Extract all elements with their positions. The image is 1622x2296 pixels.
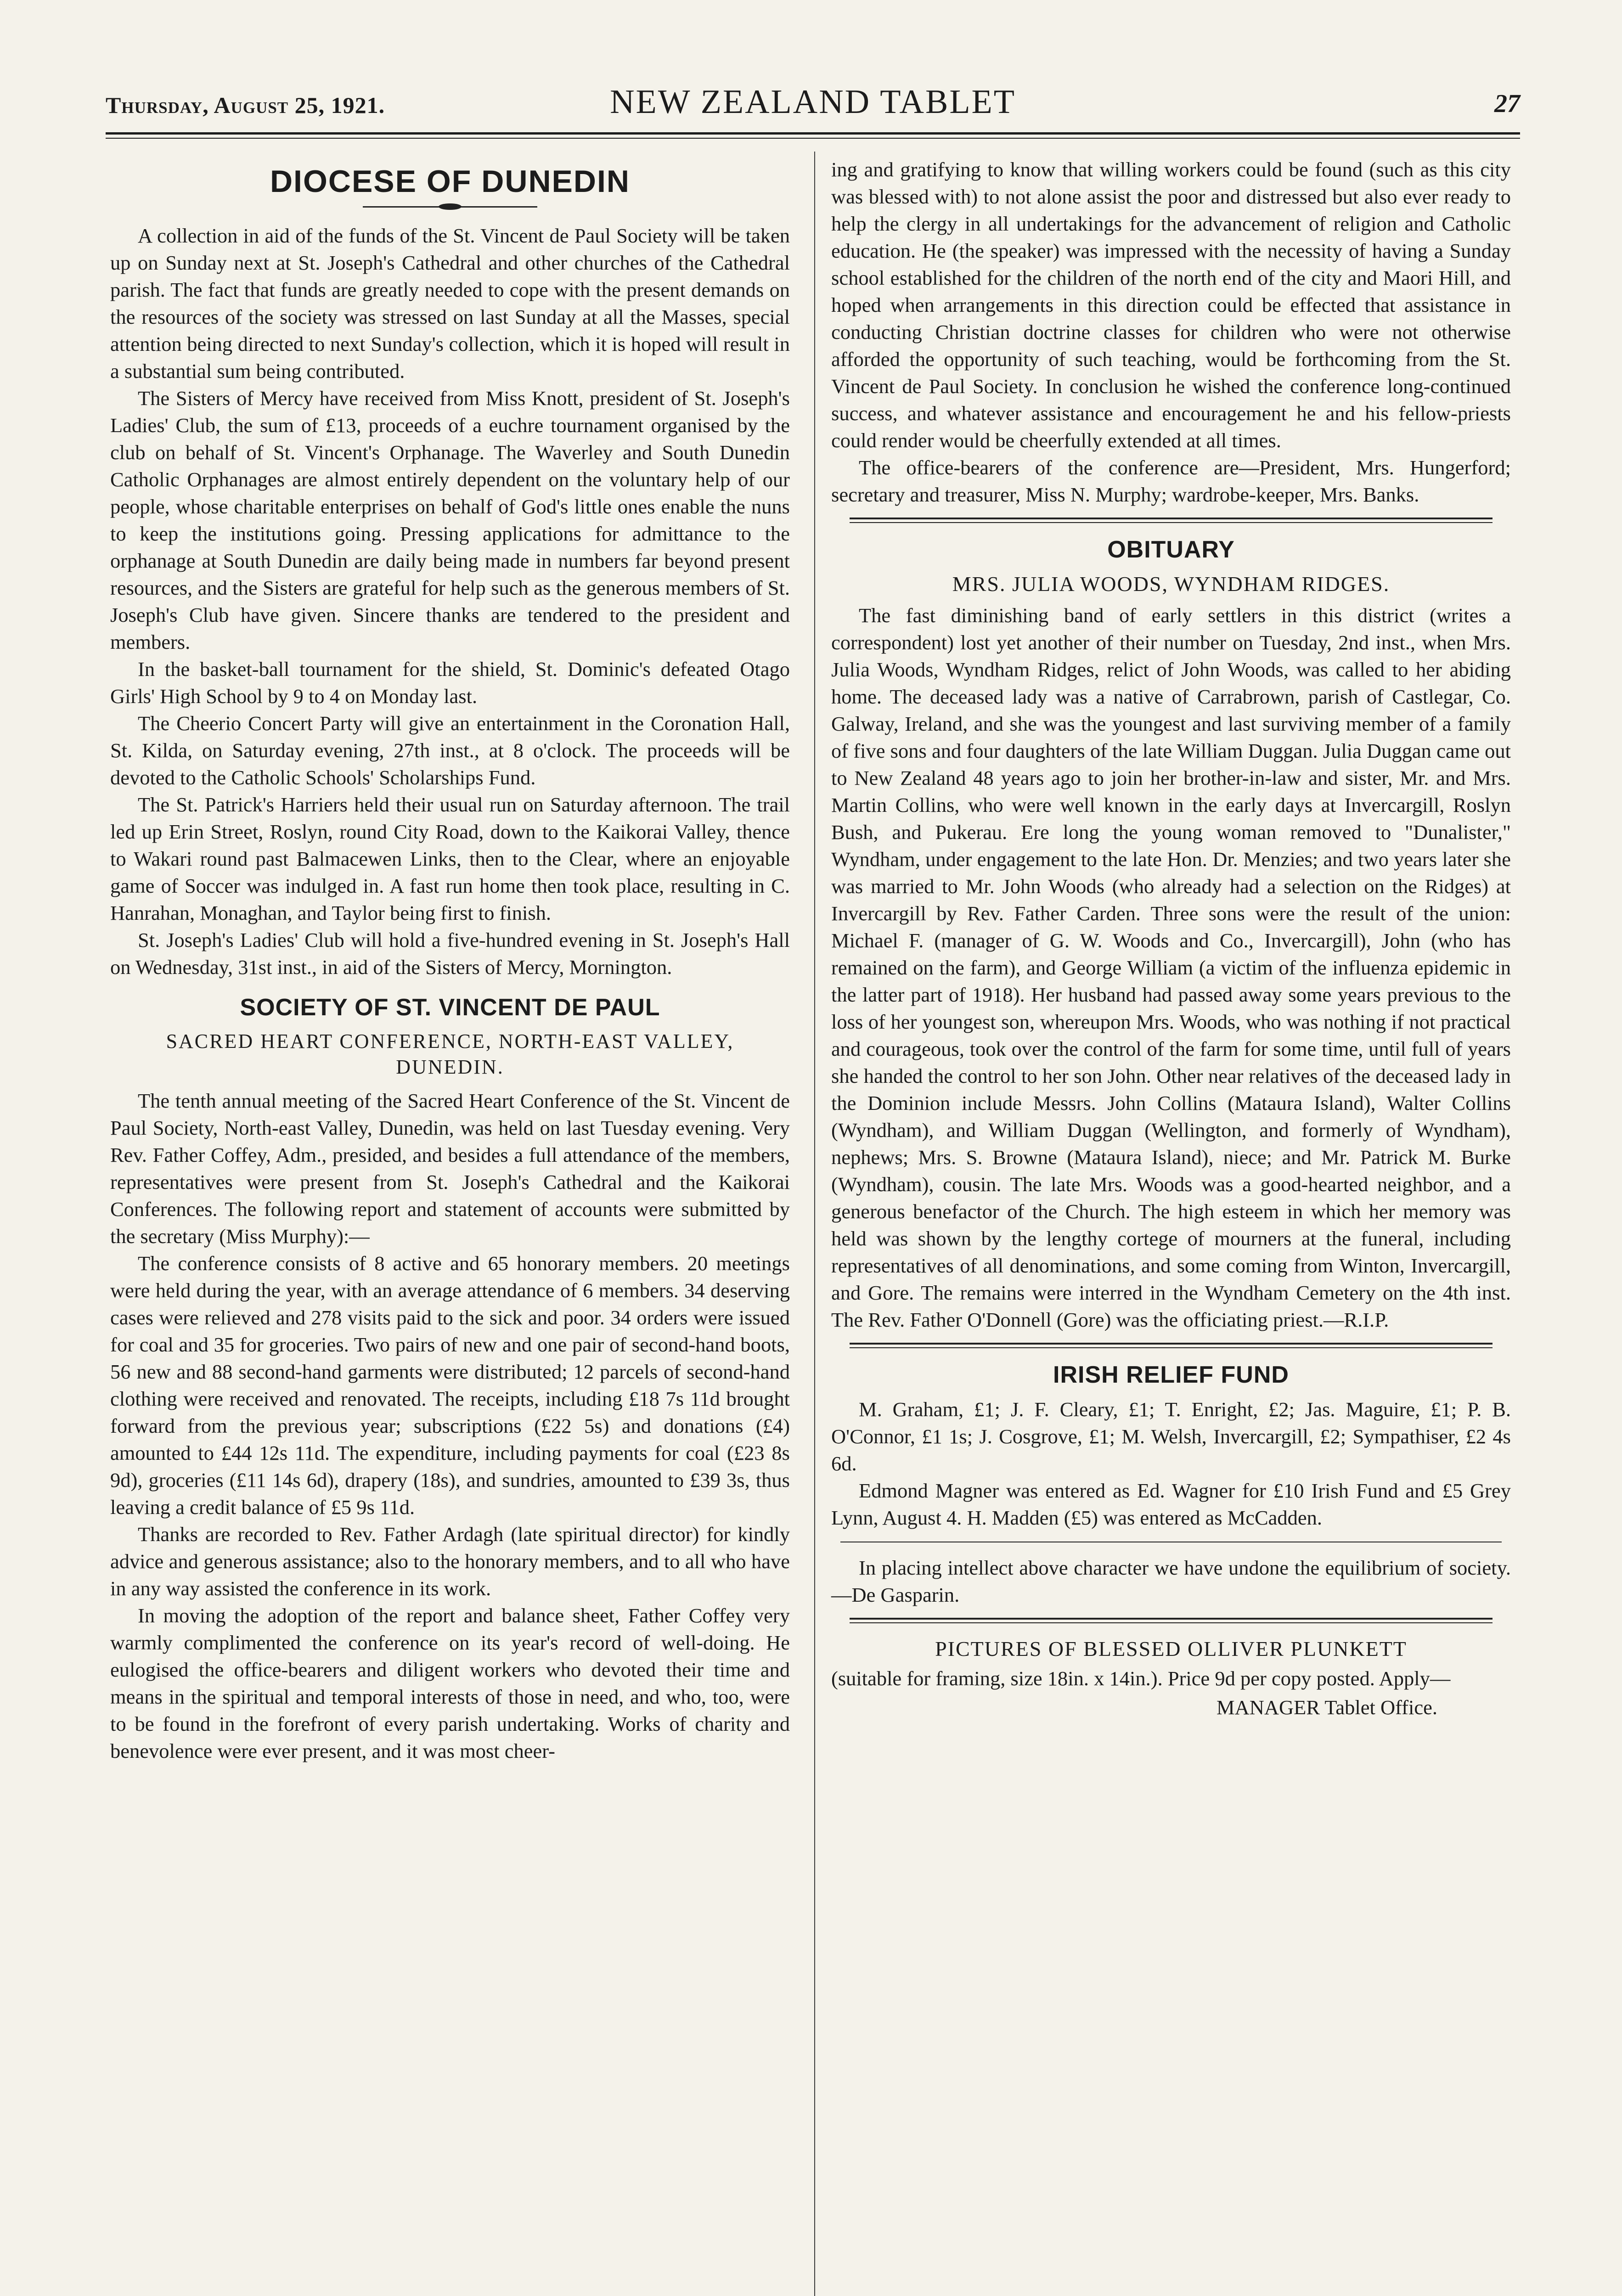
obituary-heading: OBITUARY <box>1107 536 1235 563</box>
society-subheading: SACRED HEART CONFERENCE, NORTH-EAST VALLEY, DUNEDIN. <box>166 1030 734 1078</box>
continuation-paragraph: ing and gratifying to know that willing workers could be found (such as this city was blessed with) to not alone assist the poor and distressed but also ever ready to help the clergy in all undertakings for the advancement of religion and Catholic education. He (the speaker) was impressed with the necessity of having a Sunday school established for the children of the north end of the city and Maori Hill, and hoped when arrangements in this direction could be effected that assistance in conducting Christian doctrine classes for children who were not otherwise afforded the opportunity of such teaching, would be forthcoming from the St. Vincent de Paul Society. In conclusion he wished the conference long-continued success, and whatever assistance and encouragement he and his fellow-priests could render would be cheerfully extended at all times. <box>831 158 1511 452</box>
diocese-paragraph: In the basket-ball tournament for the shield, St. Dominic's defeated Otago Girls' High School by 9 to 4 on Monday last. <box>110 658 790 708</box>
ornamental-rule <box>363 205 537 208</box>
section-rule <box>850 1618 1492 1623</box>
society-paragraph: Thanks are recorded to Rev. Father Ardagh (late spiritual director) for kindly advice and generous assistance; also to the honorary members, and to all who have in any way assisted the conference in its work. <box>110 1523 790 1600</box>
irish-fund-heading: IRISH RELIEF FUND <box>1053 1362 1289 1388</box>
newspaper-title: NEW ZEALAND TABLET <box>610 83 1016 121</box>
diocese-paragraph: The Sisters of Mercy have received from Miss Knott, president of St. Joseph's Ladies' Club, the sum of £13, proceeds of a euchre tournament organised by the club on behalf of St. Vincent's Orphanage. The Waverley and South Dunedin Catholic Orphanages are almost entirely dependent on the voluntary help of our people, whose charitable enterprises on behalf of God's little ones enable the nuns to keep the institutions going. Pressing applications for admittance to the orphanage at South Dunedin are daily being made in numbers far beyond present resources, and the Sisters are grateful for help such as the generous members of St. Joseph's Club have given. Sincere thanks are tendered to the president and members. <box>110 387 790 653</box>
notice-body: (suitable for framing, size 18in. x 14in.). Price 9d per copy posted. Apply— <box>831 1667 1451 1690</box>
notice-manager: MANAGER Tablet Office. <box>1216 1696 1437 1719</box>
quote-paragraph: In placing intellect above character we have undone the equilibrium of society.—De Gasparin. <box>831 1556 1511 1606</box>
section-rule <box>850 518 1492 523</box>
continuation-paragraph: The office-bearers of the conference are—President, Mrs. Hungerford; secretary and treasurer, Miss N. Murphy; wardrobe-keeper, Mrs. Banks. <box>831 456 1511 506</box>
obituary-subheading: MRS. JULIA WOODS, WYNDHAM RIDGES. <box>952 572 1390 596</box>
column-divider <box>814 152 815 2296</box>
society-paragraph: The tenth annual meeting of the Sacred Heart Conference of the St. Vincent de Paul Society, North-east Valley, Dunedin, was held on last Tuesday evening. Very Rev. Father Coffey, Adm., presided, and besides a full attendance of the members, representatives were present from St. Joseph's Cathedral and the Kaikorai Conferences. The following report and statement of accounts were submitted by the secretary (Miss Murphy):— <box>110 1089 790 1248</box>
notice-title: PICTURES OF BLESSED OLLIVER PLUNKETT <box>935 1637 1407 1660</box>
left-column <box>110 156 790 1765</box>
diocese-paragraph: The Cheerio Concert Party will give an entertainment in the Coronation Hall, St. Kilda, on Saturday evening, 27th inst., at 8 o'clock. The proceeds will be devoted to the Catholic Schools' Scholarships Fund. <box>110 712 790 789</box>
obituary-paragraph: The fast diminishing band of early settlers in this district (writes a correspondent) lost yet another of their number on Tuesday, 2nd inst., when Mrs. Julia Woods, Wyndham Ridges, relict of John Woods, was called to her abiding home. The deceased lady was a native of Carrabrown, parish of Castlegar, Co. Galway, Ireland, and she was the youngest and last surviving member of a family of five sons and four daughters of the late William Duggan. Julia Duggan came out to New Zealand 48 years ago to join her brother-in-law and sister, Mr. and Mrs. Martin Collins, who were well known in the early days at Invercargill, Roslyn Bush, and Pukerau. Ere long the young woman removed to "Dunalister," Wyndham, under engagement to the late Hon. Dr. Menzies; and two years later she was married to Mr. John Woods (who already had a selection on the Ridges) at Invercargill by Rev. Father Carden. Three sons were the result of the union: Michael F. (manager of G. W. Woods and Co., Invercargill), John (who has remained on the farm), and George William (a victim of the influenza epidemic in the latter part of 1918). Her husband had passed away some years previous to the loss of her youngest son, whereupon Mrs. Woods, who was nothing if not practical and courageous, took over the control of the farm for some time, until full of years she handed the control to her son John. Other near relatives of the deceased lady in the Dominion include Messrs. John Collins (Mataura Island), Walter Collins (Wyndham), and William Duggan (Wellington, and formerly of Wyndham), nephews; Mrs. S. Browne (Mataura Island), niece; and Mr. Patrick M. Burke (Wyndham), cousin. The late Mrs. Woods was a good-hearted neighbor, and a generous benefactor of the Church. The high esteem in which her memory was held was shown by the lengthy cortege of mourners at the funeral, including representatives of all denominations, and some coming from Winton, Invercargill, and Gore. The remains were interred in the Wyndham Cemetery on the 4th inst. The Rev. Father O'Donnell (Gore) was the officiating priest.—R.I.P. <box>831 604 1511 1331</box>
diocese-paragraph: A collection in aid of the funds of the St. Vincent de Paul Society will be taken up on Sunday next at St. Joseph's Cathedral and other churches of the Cathedral parish. The fact that funds are greatly needed to cope with the present demands on the resources of the society was stressed on last Sunday at all the Masses, special attention being directed to next Sunday's collection, which it is hoped will result in a substantial sum being contributed. <box>110 224 790 383</box>
diocese-heading: DIOCESE OF DUNEDIN <box>270 164 631 199</box>
masthead <box>106 83 1520 133</box>
society-heading: SOCIETY OF ST. VINCENT DE PAUL <box>240 994 660 1021</box>
diocese-paragraph: St. Joseph's Ladies' Club will hold a five-hundred evening in St. Joseph's Hall on Wednesday, 31st inst., in aid of the Sisters of Mercy, Mornington. <box>110 929 790 979</box>
irish-fund-paragraph: Edmond Magner was entered as Ed. Wagner for £10 Irish Fund and £5 Grey Lynn, August 4. H. Madden (£5) was entered as McCadden. <box>831 1479 1511 1529</box>
society-paragraph: The conference consists of 8 active and 65 honorary members. 20 meetings were held during the year, with an average attendance of 6 members. 34 deserving cases were relieved and 278 visits paid to the sick and poor. 34 orders were issued for coal and 35 for groceries. Two pairs of new and one pair of second-hand boots, 56 new and 88 second-hand garments were distributed; 12 parcels of second-hand clothing were received and renovated. The receipts, including £18 7s 11d brought forward from the previous year; subscriptions (£22 5s) and donations (£4) amounted to £44 12s 11d. The expenditure, including payments for coal (£23 8s 9d), groceries (£11 14s 6d), drapery (18s), and sundries, amounted to £39 3s, thus leaving a credit balance of £5 9s 11d. <box>110 1252 790 1519</box>
diocese-paragraph: The St. Patrick's Harriers held their usual run on Saturday afternoon. The trail led up Erin Street, Roslyn, round City Road, down to the Kaikorai Valley, thence to Wakari round past Balmacewen Links, then to the Clear, where an enjoyable game of Soccer was indulged in. A fast run home then took place, resulting in C. Hanrahan, Monaghan, and Taylor being first to finish. <box>110 793 790 924</box>
society-paragraph: In moving the adoption of the report and balance sheet, Father Coffey very warmly complimented the conference on its year's record of well-doing. He eulogised the office-bearers and diligent workers who devoted their time and means in the spiritual and temporal interests of those in need, and who, too, were to be found in the forefront of every parish undertaking. Works of charity and benevolence were ever present, and it was most cheer- <box>110 1604 790 1762</box>
masthead-rule-thin <box>106 138 1520 139</box>
page-number: 27 <box>1494 90 1520 118</box>
irish-fund-paragraph: M. Graham, £1; J. F. Cleary, £1; T. Enright, £2; Jas. Maguire, £1; P. B. O'Connor, £1 1s; J. Cosgrove, £1; M. Welsh, Invercargill, £2; Sympathiser, £2 4s 6d. <box>831 1398 1511 1475</box>
section-rule <box>850 1343 1492 1348</box>
masthead-rule <box>106 132 1520 135</box>
right-column <box>831 156 1511 1721</box>
issue-date: Thursday, August 25, 1921. <box>106 92 385 118</box>
